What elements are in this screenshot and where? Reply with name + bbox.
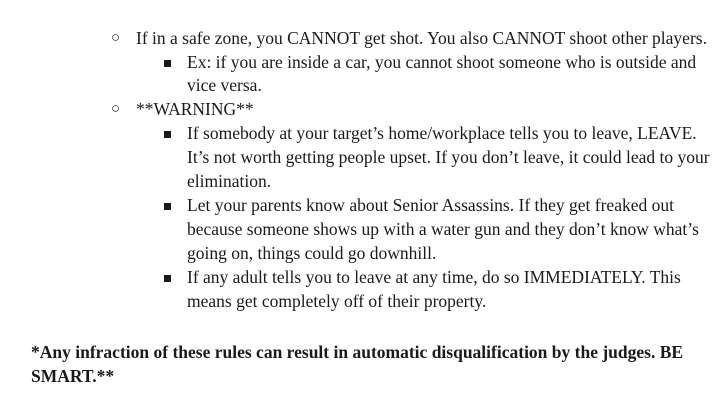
- sublist-item-line: Ex: if you are inside a car, you cannot shoot someone who is outside and: [187, 52, 697, 72]
- hollow-circle-bullet-icon: ○: [111, 30, 121, 46]
- sublist-item-line: It’s not worth getting people upset. If you don’t leave, it could lead to your: [187, 147, 710, 167]
- sublist-item-line: because someone shows up with a water gun and they don’t know what’s: [187, 219, 699, 239]
- closing-note-line: SMART.**: [31, 366, 115, 386]
- square-bullet-icon: [164, 203, 171, 210]
- sublist-item-line: If any adult tells you to leave at any time, do so IMMEDIATELY. This: [187, 267, 681, 287]
- square-bullet-icon: [164, 275, 171, 282]
- sublist-item-line: elimination.: [187, 171, 272, 191]
- sublist-item-line: means get completely off of their property.: [187, 291, 487, 311]
- sublist-item-line: If somebody at your target’s home/workplace tells you to leave, LEAVE.: [187, 123, 697, 143]
- list-item-safe-zone: If in a safe zone, you CANNOT get shot. You also CANNOT shoot other players.: [136, 28, 707, 48]
- closing-note-line: *Any infraction of these rules can result in automatic disqualification by the judges. BE: [31, 342, 684, 362]
- square-bullet-icon: [164, 131, 171, 138]
- sublist-item-line: vice versa.: [187, 75, 262, 95]
- sublist-item-line: going on, things could go downhill.: [187, 243, 437, 263]
- sublist-item-line: Let your parents know about Senior Assassins. If they get freaked out: [187, 195, 674, 215]
- list-item-warning: **WARNING**: [136, 99, 254, 119]
- hollow-circle-bullet-icon: ○: [111, 101, 121, 117]
- square-bullet-icon: [164, 60, 171, 67]
